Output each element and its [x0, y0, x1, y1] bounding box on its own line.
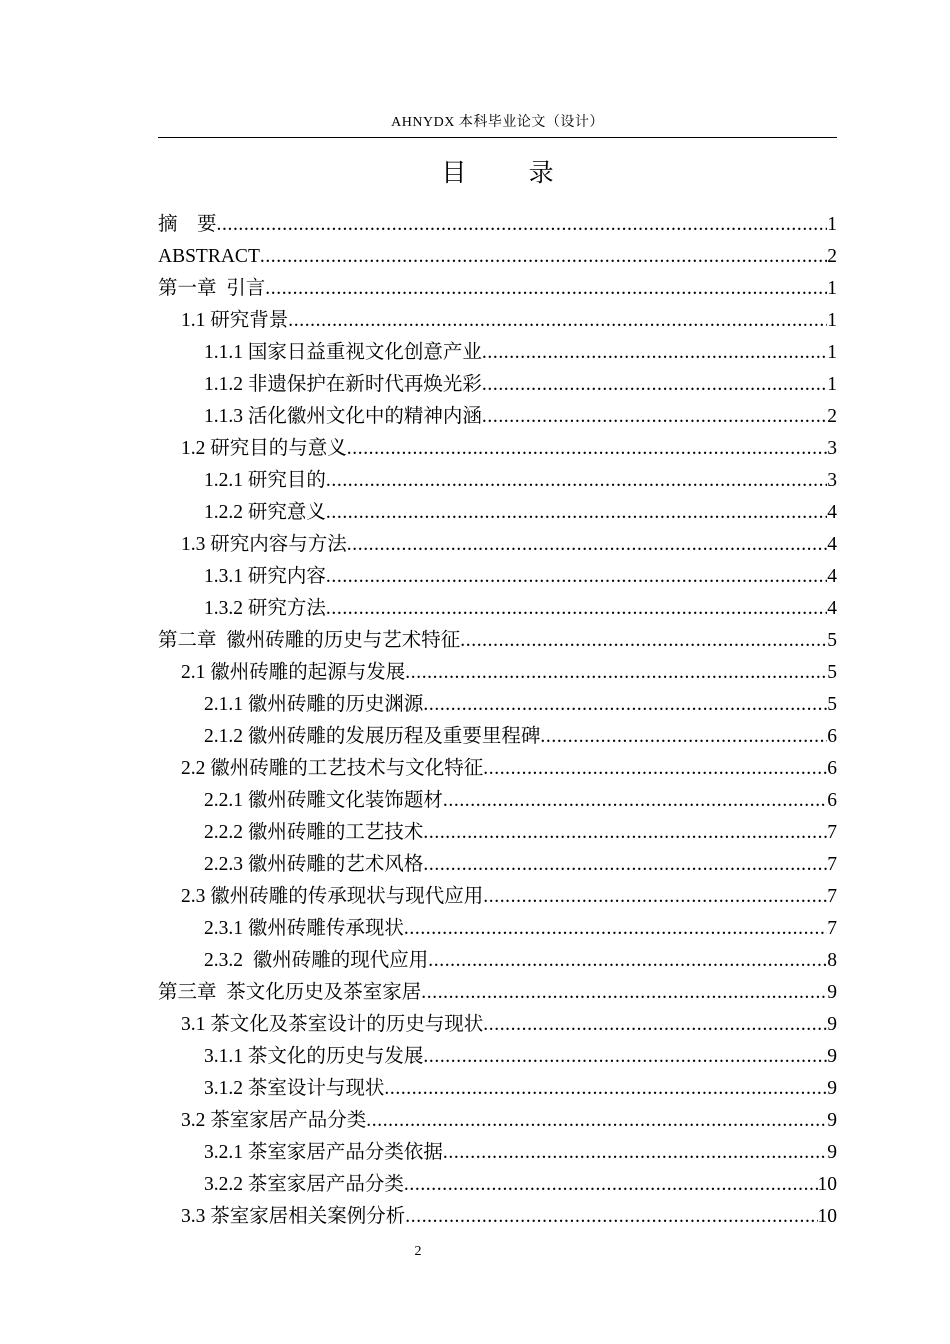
toc-entry-page: 4 — [827, 534, 837, 555]
toc-entry[interactable] — [158, 849, 837, 881]
toc-entry-page: 5 — [827, 630, 837, 651]
toc-entry[interactable] — [158, 241, 837, 273]
toc-entry-page: 3 — [827, 438, 837, 459]
toc-dot-leader — [347, 529, 827, 561]
toc-dot-leader — [384, 1073, 827, 1105]
toc-entry[interactable] — [158, 657, 837, 689]
toc-entry[interactable] — [158, 209, 837, 241]
toc-entry[interactable] — [158, 625, 837, 657]
toc-entry-page: 8 — [827, 950, 837, 971]
toc-entry-title: 2.1 徽州砖雕的起源与发展 — [181, 662, 406, 683]
toc-entry[interactable] — [158, 273, 837, 305]
toc-dot-leader — [260, 241, 827, 273]
toc-entry-title: 1.3.1 研究内容 — [204, 566, 326, 587]
toc-entry-title: 1.1 研究背景 — [181, 310, 289, 331]
toc-entry-page: 9 — [827, 1110, 837, 1131]
toc-entry-title: 2.3.2 徽州砖雕的现代应用 — [204, 950, 429, 971]
toc-entry[interactable] — [158, 1009, 837, 1041]
toc-dot-leader — [483, 753, 827, 785]
toc-entry-title: 2.3.1 徽州砖雕传承现状 — [204, 918, 404, 939]
toc-entry-title: 第二章 徽州砖雕的历史与艺术特征 — [158, 630, 461, 651]
toc-dot-leader — [483, 881, 827, 913]
toc-dot-leader — [217, 209, 828, 241]
toc-entry[interactable] — [158, 1073, 837, 1105]
toc-dot-leader — [482, 337, 827, 369]
toc-dot-leader — [482, 369, 827, 401]
toc-entry-title: 2.2 徽州砖雕的工艺技术与文化特征 — [181, 758, 484, 779]
toc-entry[interactable] — [158, 529, 837, 561]
toc-entry-page: 7 — [827, 918, 837, 939]
header-rule — [158, 137, 837, 138]
toc-dot-leader — [423, 817, 827, 849]
toc-dot-leader — [483, 1009, 827, 1041]
toc-entry-page: 6 — [827, 758, 837, 779]
toc-dot-leader — [443, 1137, 827, 1169]
toc-entry[interactable] — [158, 1041, 837, 1073]
toc-dot-leader — [428, 945, 827, 977]
toc-entry-page: 5 — [827, 662, 837, 683]
toc-entry-title: 1.2.2 研究意义 — [204, 502, 326, 523]
toc-entry-page: 1 — [827, 342, 837, 363]
toc-entry[interactable] — [158, 689, 837, 721]
toc-entry-page: 9 — [827, 982, 837, 1003]
toc-dot-leader — [288, 305, 827, 337]
toc-entry-title: 第一章 引言 — [158, 278, 266, 299]
toc-dot-leader — [405, 1201, 817, 1233]
toc-entry[interactable] — [158, 305, 837, 337]
toc-entry-page: 7 — [827, 886, 837, 907]
toc-dot-leader — [404, 1169, 818, 1201]
toc-entry[interactable] — [158, 465, 837, 497]
toc-entry-page: 6 — [827, 790, 837, 811]
toc-dot-leader — [366, 1105, 827, 1137]
toc-entry[interactable] — [158, 881, 837, 913]
toc-entry-title: 1.2 研究目的与意义 — [181, 438, 347, 459]
toc-entry[interactable] — [158, 561, 837, 593]
toc-dot-leader — [423, 689, 827, 721]
toc-title: 目 录 — [441, 160, 582, 187]
toc-entry-title: 2.2.1 徽州砖雕文化装饰题材 — [204, 790, 443, 811]
toc-entry-page: 1 — [827, 278, 837, 299]
toc-entry-page: 10 — [817, 1206, 837, 1227]
toc-entry-title: 2.1.2 徽州砖雕的发展历程及重要里程碑 — [204, 726, 541, 747]
toc-entry-page: 6 — [827, 726, 837, 747]
toc-entry-page: 9 — [827, 1014, 837, 1035]
toc-entry[interactable] — [158, 785, 837, 817]
toc-entry-page: 7 — [827, 822, 837, 843]
toc-dot-leader — [265, 273, 827, 305]
toc-entry-page: 3 — [827, 470, 837, 491]
toc-entry[interactable] — [158, 1137, 837, 1169]
toc-entry-title: 3.1.2 茶室设计与现状 — [204, 1078, 385, 1099]
toc-entry-title: 3.2.2 茶室家居产品分类 — [204, 1174, 404, 1195]
toc-entry[interactable] — [158, 721, 837, 753]
toc-entry-page: 7 — [827, 854, 837, 875]
toc-dot-leader — [443, 785, 827, 817]
toc-entry-page: 4 — [827, 566, 837, 587]
toc-dot-leader — [460, 625, 827, 657]
toc-entry-title: 1.1.3 活化徽州文化中的精神内涵 — [204, 406, 482, 427]
toc-entry[interactable] — [158, 977, 837, 1009]
toc-entry-title: 第三章 茶文化历史及茶室家居 — [158, 982, 422, 1003]
toc-entry[interactable] — [158, 817, 837, 849]
toc-dot-leader — [423, 1041, 827, 1073]
toc-entry-title: 3.1 茶文化及茶室设计的历史与现状 — [181, 1014, 484, 1035]
toc-entry-title: 3.2.1 茶室家居产品分类依据 — [204, 1142, 443, 1163]
toc-entry-page: 1 — [827, 374, 837, 395]
toc-entry-title: 2.1.1 徽州砖雕的历史渊源 — [204, 694, 424, 715]
toc-dot-leader — [326, 561, 827, 593]
toc-entry[interactable] — [158, 433, 837, 465]
toc-entry[interactable] — [158, 369, 837, 401]
toc-dot-leader — [482, 401, 827, 433]
toc-entry-page: 2 — [827, 406, 837, 427]
toc-entry[interactable] — [158, 401, 837, 433]
toc-dot-leader — [326, 465, 827, 497]
toc-entry-page: 4 — [827, 598, 837, 619]
toc-entry-title: 1.3 研究内容与方法 — [181, 534, 347, 555]
toc-dot-leader — [421, 977, 827, 1009]
toc-entry-page: 2 — [827, 246, 837, 267]
toc-entry-page: 1 — [827, 310, 837, 331]
toc-entry-title: 1.1.1 国家日益重视文化创意产业 — [204, 342, 482, 363]
toc-dot-leader — [326, 593, 827, 625]
toc-dot-leader — [347, 433, 827, 465]
toc-entry-title: 1.2.1 研究目的 — [204, 470, 326, 491]
toc-entry-title: 3.3 茶室家居相关案例分析 — [181, 1206, 406, 1227]
toc-entry[interactable] — [158, 337, 837, 369]
running-header: AHNYDX 本科毕业论文（设计） — [391, 115, 604, 130]
page-number: 2 — [414, 1244, 422, 1259]
toc-entry-title: 1.1.2 非遗保护在新时代再焕光彩 — [204, 374, 482, 395]
toc-entry-page: 9 — [827, 1078, 837, 1099]
toc-entry[interactable] — [158, 913, 837, 945]
toc-entry[interactable] — [158, 497, 837, 529]
toc-entry-title: 摘 要 — [158, 214, 217, 235]
toc-entry-page: 9 — [827, 1046, 837, 1067]
toc-entry-title: 2.3 徽州砖雕的传承现状与现代应用 — [181, 886, 484, 907]
toc-entry-title: 1.3.2 研究方法 — [204, 598, 326, 619]
toc-dot-leader — [423, 849, 827, 881]
toc-entry[interactable] — [158, 1201, 837, 1233]
toc-entry-title: 3.1.1 茶文化的历史与发展 — [204, 1046, 424, 1067]
toc-dot-leader — [404, 913, 827, 945]
toc-entry-title: 3.2 茶室家居产品分类 — [181, 1110, 367, 1131]
toc-entry-page: 10 — [817, 1174, 837, 1195]
toc-entry[interactable] — [158, 1169, 837, 1201]
toc-entry[interactable] — [158, 753, 837, 785]
toc-entry-page: 1 — [827, 214, 837, 235]
toc-entry[interactable] — [158, 593, 837, 625]
toc-entry-page: 9 — [827, 1142, 837, 1163]
toc-dot-leader — [326, 497, 827, 529]
toc-dot-leader — [405, 657, 827, 689]
table-of-contents — [158, 209, 837, 1233]
toc-entry-page: 5 — [827, 694, 837, 715]
toc-dot-leader — [540, 721, 827, 753]
toc-entry-title: ABSTRACT — [158, 246, 260, 267]
toc-entry[interactable] — [158, 945, 837, 977]
toc-entry-title: 2.2.3 徽州砖雕的艺术风格 — [204, 854, 424, 875]
toc-entry-page: 4 — [827, 502, 837, 523]
toc-entry[interactable] — [158, 1105, 837, 1137]
toc-entry-title: 2.2.2 徽州砖雕的工艺技术 — [204, 822, 424, 843]
